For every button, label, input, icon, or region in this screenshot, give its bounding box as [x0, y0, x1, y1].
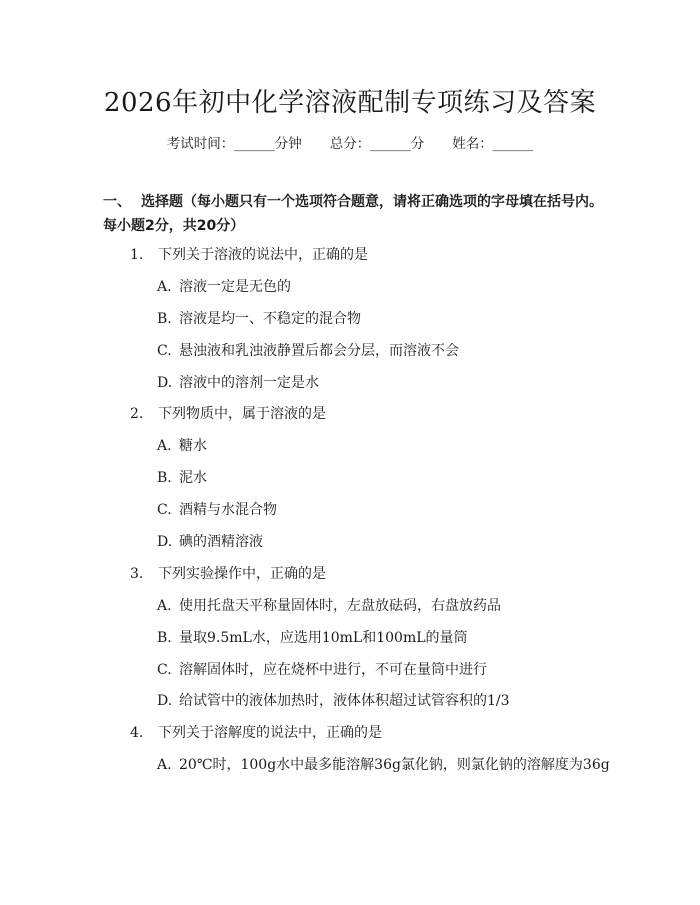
question-text: 下列实验操作中，正确的是	[158, 566, 326, 582]
option-text: 溶液一定是无色的	[179, 279, 291, 295]
question-number: 3.	[130, 566, 144, 582]
question-2-option-b	[157, 467, 207, 487]
option-letter: C.	[157, 662, 172, 678]
question-number: 2.	[130, 406, 144, 422]
question-2	[130, 403, 326, 423]
question-1	[130, 244, 368, 264]
question-3-option-b	[157, 627, 468, 647]
question-number: 4.	[130, 725, 144, 741]
question-3-option-c	[157, 659, 487, 679]
question-3-option-a	[157, 595, 501, 615]
page-title: 2026年初中化学溶液配制专项练习及答案	[103, 88, 597, 118]
question-1-option-c	[157, 340, 459, 360]
question-text: 下列物质中，属于溶液的是	[158, 406, 326, 422]
option-text: 泥水	[179, 470, 207, 486]
option-letter: B.	[157, 470, 172, 486]
question-text: 下列关于溶液的说法中，正确的是	[158, 247, 368, 263]
section-heading-text: 选择题（每小题只有一个选项符合题意，请将正确选项的字母填在括号内。每小题2分，共20分）	[103, 194, 603, 234]
option-letter: A.	[157, 438, 172, 454]
question-number: 1.	[130, 247, 144, 263]
question-3	[130, 563, 326, 583]
option-letter: D.	[157, 534, 173, 550]
option-letter: A.	[157, 757, 172, 773]
option-text: 给试管中的液体加热时，液体体积超过试管容积的1/3	[179, 693, 510, 709]
exam-info-line	[0, 132, 700, 152]
option-text: 碘的酒精溶液	[179, 534, 263, 550]
option-text: 糖水	[179, 438, 207, 454]
section-heading	[103, 190, 603, 238]
option-letter: C.	[157, 502, 172, 518]
exam-time-field: 考试时间：______分钟	[166, 136, 302, 152]
option-letter: C.	[157, 343, 172, 359]
question-1-option-d	[157, 372, 319, 392]
option-letter: A.	[157, 598, 172, 614]
question-3-option-d	[157, 690, 510, 710]
question-2-option-a	[157, 435, 207, 455]
option-letter: D.	[157, 375, 173, 391]
option-text: 使用托盘天平称量固体时，左盘放砝码，右盘放药品	[179, 598, 501, 614]
option-text: 悬浊液和乳浊液静置后都会分层，而溶液不会	[179, 343, 459, 359]
question-2-option-d	[157, 531, 263, 551]
total-score-field: 总分：______分	[329, 136, 425, 152]
option-letter: D.	[157, 693, 173, 709]
option-text: 量取9.5mL水，应选用10mL和100mL的量筒	[179, 630, 468, 646]
section-number: 一、	[103, 194, 131, 210]
option-text: 溶解固体时，应在烧杯中进行，不可在量筒中进行	[179, 662, 487, 678]
option-letter: B.	[157, 630, 172, 646]
question-4	[130, 722, 382, 742]
question-text: 下列关于溶解度的说法中，正确的是	[158, 725, 382, 741]
option-text: 溶液是均一、不稳定的混合物	[179, 311, 361, 327]
question-1-option-a	[157, 276, 291, 296]
question-2-option-c	[157, 499, 277, 519]
option-letter: B.	[157, 311, 172, 327]
question-4-option-a	[157, 754, 610, 774]
option-letter: A.	[157, 279, 172, 295]
option-text: 溶液中的溶剂一定是水	[179, 375, 319, 391]
option-text: 20℃时，100g水中最多能溶解36g氯化钠，则氯化钠的溶解度为36g	[179, 757, 610, 773]
student-name-field: 姓名：______	[452, 136, 534, 152]
option-text: 酒精与水混合物	[179, 502, 277, 518]
question-1-option-b	[157, 308, 361, 328]
